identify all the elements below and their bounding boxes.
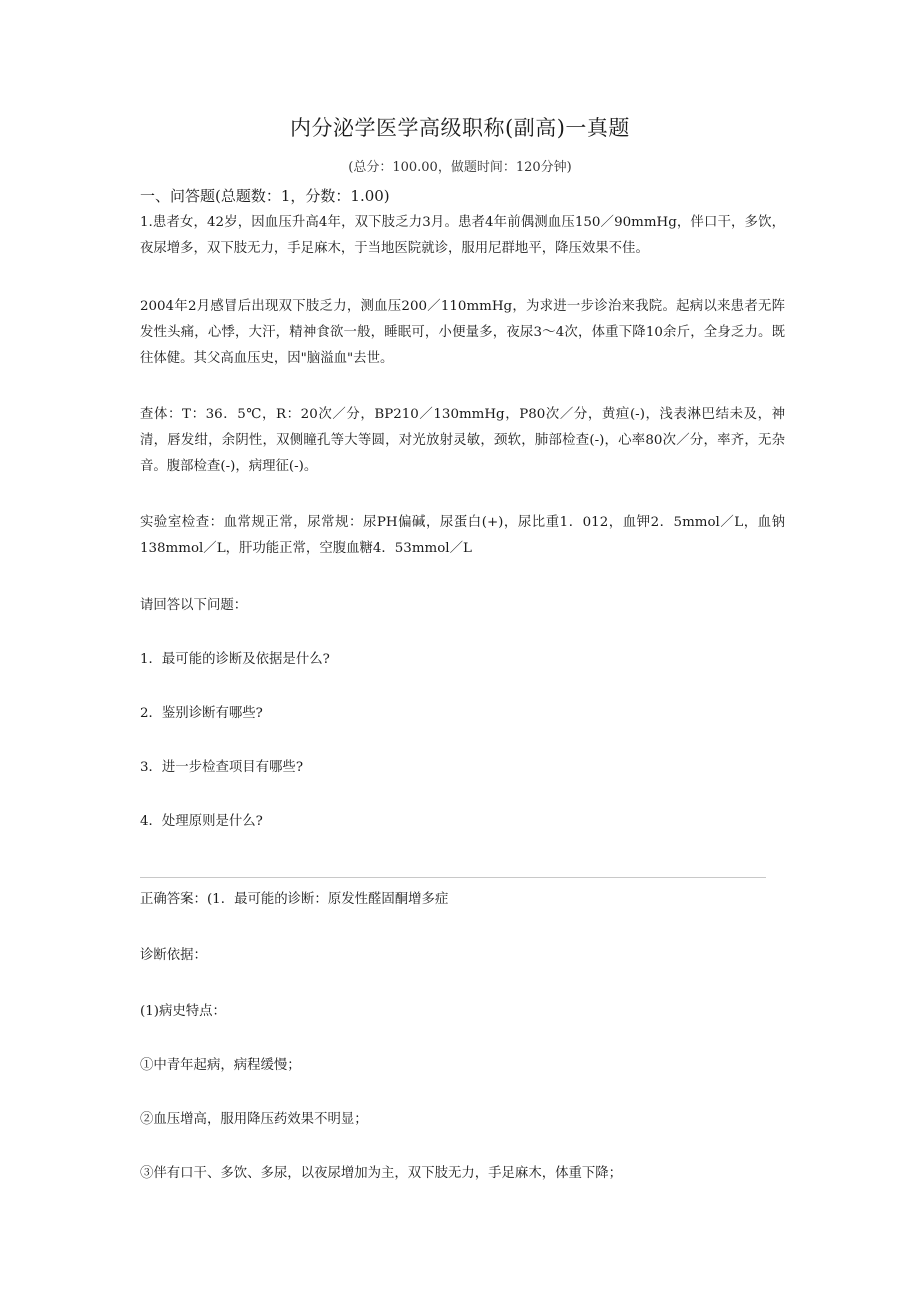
diagnosis-basis-heading: 诊断依据： <box>140 948 207 963</box>
question-item: 3．进一步检查项目有哪些? <box>140 760 303 775</box>
history-point: ③伴有口干、多饮、多尿，以夜尿增加为主，双下肢无力，手足麻木，体重下降； <box>140 1166 623 1181</box>
case-paragraph: 查体：T：36．5℃，R：20次／分，BP210／130mmHg，P80次／分，黄疸(-)，浅表淋巴结未及，神清，唇发绀，余阴性，双侧瞳孔等大等圆，对光放射灵敏，颈软，肺部检查(-)，心率80次／分，率齐，无杂音。腹部检查(-)，病理征(-)。 <box>140 407 785 474</box>
question-item: 2．鉴别诊断有哪些? <box>140 706 263 721</box>
case-paragraph: 1.患者女，42岁，因血压升高4年，双下肢乏力3月。患者4年前偶测血压150／90mmHg，伴口干，多饮，夜尿增多，双下肢无力，手足麻木，于当地医院就诊，服用尼群地平，降压效果不佳。 <box>140 215 785 256</box>
section-heading: 一、问答题(总题数：1，分数：1.00) <box>140 187 390 205</box>
case-paragraph: 2004年2月感冒后出现双下肢乏力，测血压200／110mmHg，为求进一步诊治来我院。起病以来患者无阵发性头痛，心悸，大汗，精神食欲一般，睡眠可，小便量多，夜尿3～4次，体重下降10余斤，全身乏力。既往体健。其父高血压史，因"脑溢血"去世。 <box>140 299 785 366</box>
answer-divider <box>140 877 766 878</box>
answer-label: 正确答案：(1．最可能的诊断：原发性醛固酮增多症 <box>140 892 449 907</box>
case-paragraph: 实验室检查：血常规正常，尿常规：尿PH偏碱，尿蛋白(+)，尿比重1．012，血钾2．5mmol／L，血钠138mmol／L，肝功能正常，空腹血糖4．53mmol／L <box>140 515 785 556</box>
document-subtitle: (总分：100.00，做题时间：120分钟) <box>348 160 572 175</box>
history-heading: (1)病史特点： <box>140 1004 226 1019</box>
question-item: 4．处理原则是什么? <box>140 814 263 829</box>
document-title: 内分泌学医学高级职称(副高)一真题 <box>290 116 630 140</box>
question-prompt: 请回答以下问题： <box>140 598 248 613</box>
history-point: ②血压增高，服用降压药效果不明显； <box>140 1112 368 1127</box>
history-point: ①中青年起病，病程缓慢； <box>140 1058 301 1073</box>
question-item: 1．最可能的诊断及依据是什么? <box>140 652 330 667</box>
